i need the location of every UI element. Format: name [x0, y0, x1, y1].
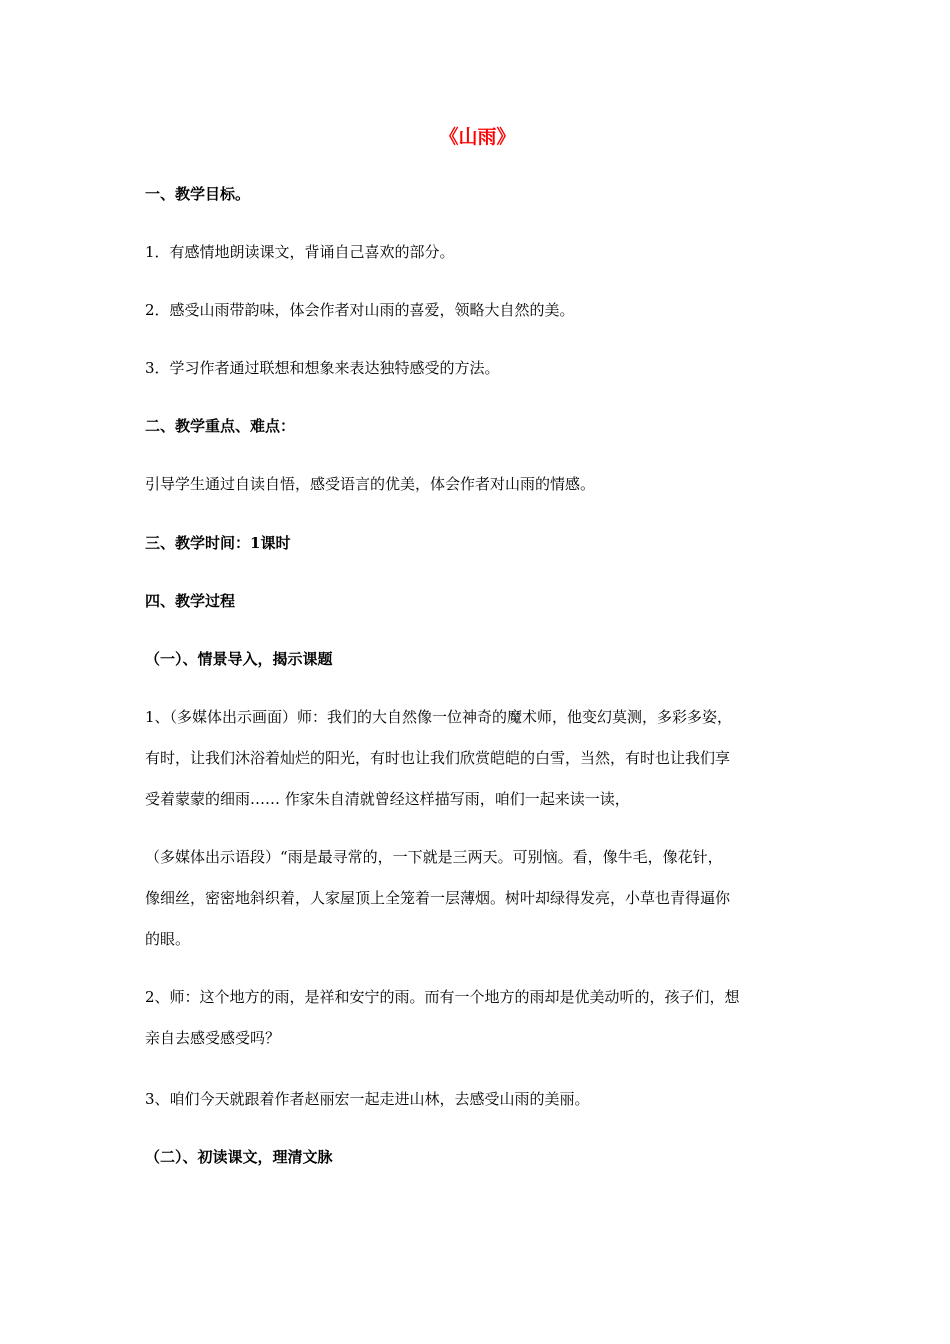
- paragraph-2-line-2: 像细丝，密密地斜织着，人家屋顶上全笼着一层薄烟。树叶却绿得发亮，小草也青得逼你: [145, 889, 731, 907]
- paragraph-4: 3、咱们今天就跟着作者赵丽宏一起走进山林，去感受山雨的美丽。: [145, 1090, 590, 1108]
- section-heading-time: 三、教学时间：1课时: [145, 534, 291, 552]
- paragraph-1-line-1: 1、（多媒体出示画面）师：我们的大自然像一位神奇的魔术师，他变幻莫测，多彩多姿，: [145, 708, 733, 726]
- paragraph-2: [145, 837, 810, 960]
- document-title: 《山雨》: [439, 126, 516, 148]
- paragraph-2-line-1: （多媒体出示语段）“雨是最寻常的，一下就是三两天。可别恼。看，像牛毛，像花针，: [145, 848, 723, 866]
- paragraph-3-line-2: 亲自去感受感受吗？: [145, 1029, 281, 1047]
- paragraph-2-line-3: 的眼。: [145, 930, 191, 948]
- goal-item-3: 3．学习作者通过联想和想象来表达独特感受的方法。: [145, 359, 500, 377]
- focus-text: 引导学生通过自读自悟，感受语言的优美，体会作者对山雨的情感。: [145, 475, 596, 493]
- paragraph-1: [145, 697, 810, 820]
- goal-item-2: 2．感受山雨带韵味，体会作者对山雨的喜爱，领略大自然的美。: [145, 301, 575, 319]
- paragraph-3: [145, 977, 810, 1059]
- section-heading-process: 四、教学过程: [145, 592, 236, 610]
- paragraph-3-line-1: 2、师：这个地方的雨，是祥和安宁的雨。而有一个地方的雨却是优美动听的，孩子们，想: [145, 988, 740, 1006]
- goal-item-1: 1．有感情地朗读课文，背诵自己喜欢的部分。: [145, 243, 455, 261]
- paragraph-1-line-2: 有时，让我们沐浴着灿烂的阳光，有时也让我们欣赏皑皑的白雪，当然，有时也让我们享: [145, 749, 731, 767]
- step-heading-1: （一）、情景导入，揭示课题: [145, 650, 333, 668]
- step-heading-2: （二）、初读课文，理清文脉: [145, 1148, 333, 1166]
- section-heading-focus: 二、教学重点、难点：: [145, 417, 296, 435]
- section-heading-goals: 一、教学目标。: [145, 185, 251, 203]
- paragraph-1-line-3: 受着蒙蒙的细雨…… 作家朱自清就曾经这样描写雨，咱们一起来读一读，: [145, 790, 630, 808]
